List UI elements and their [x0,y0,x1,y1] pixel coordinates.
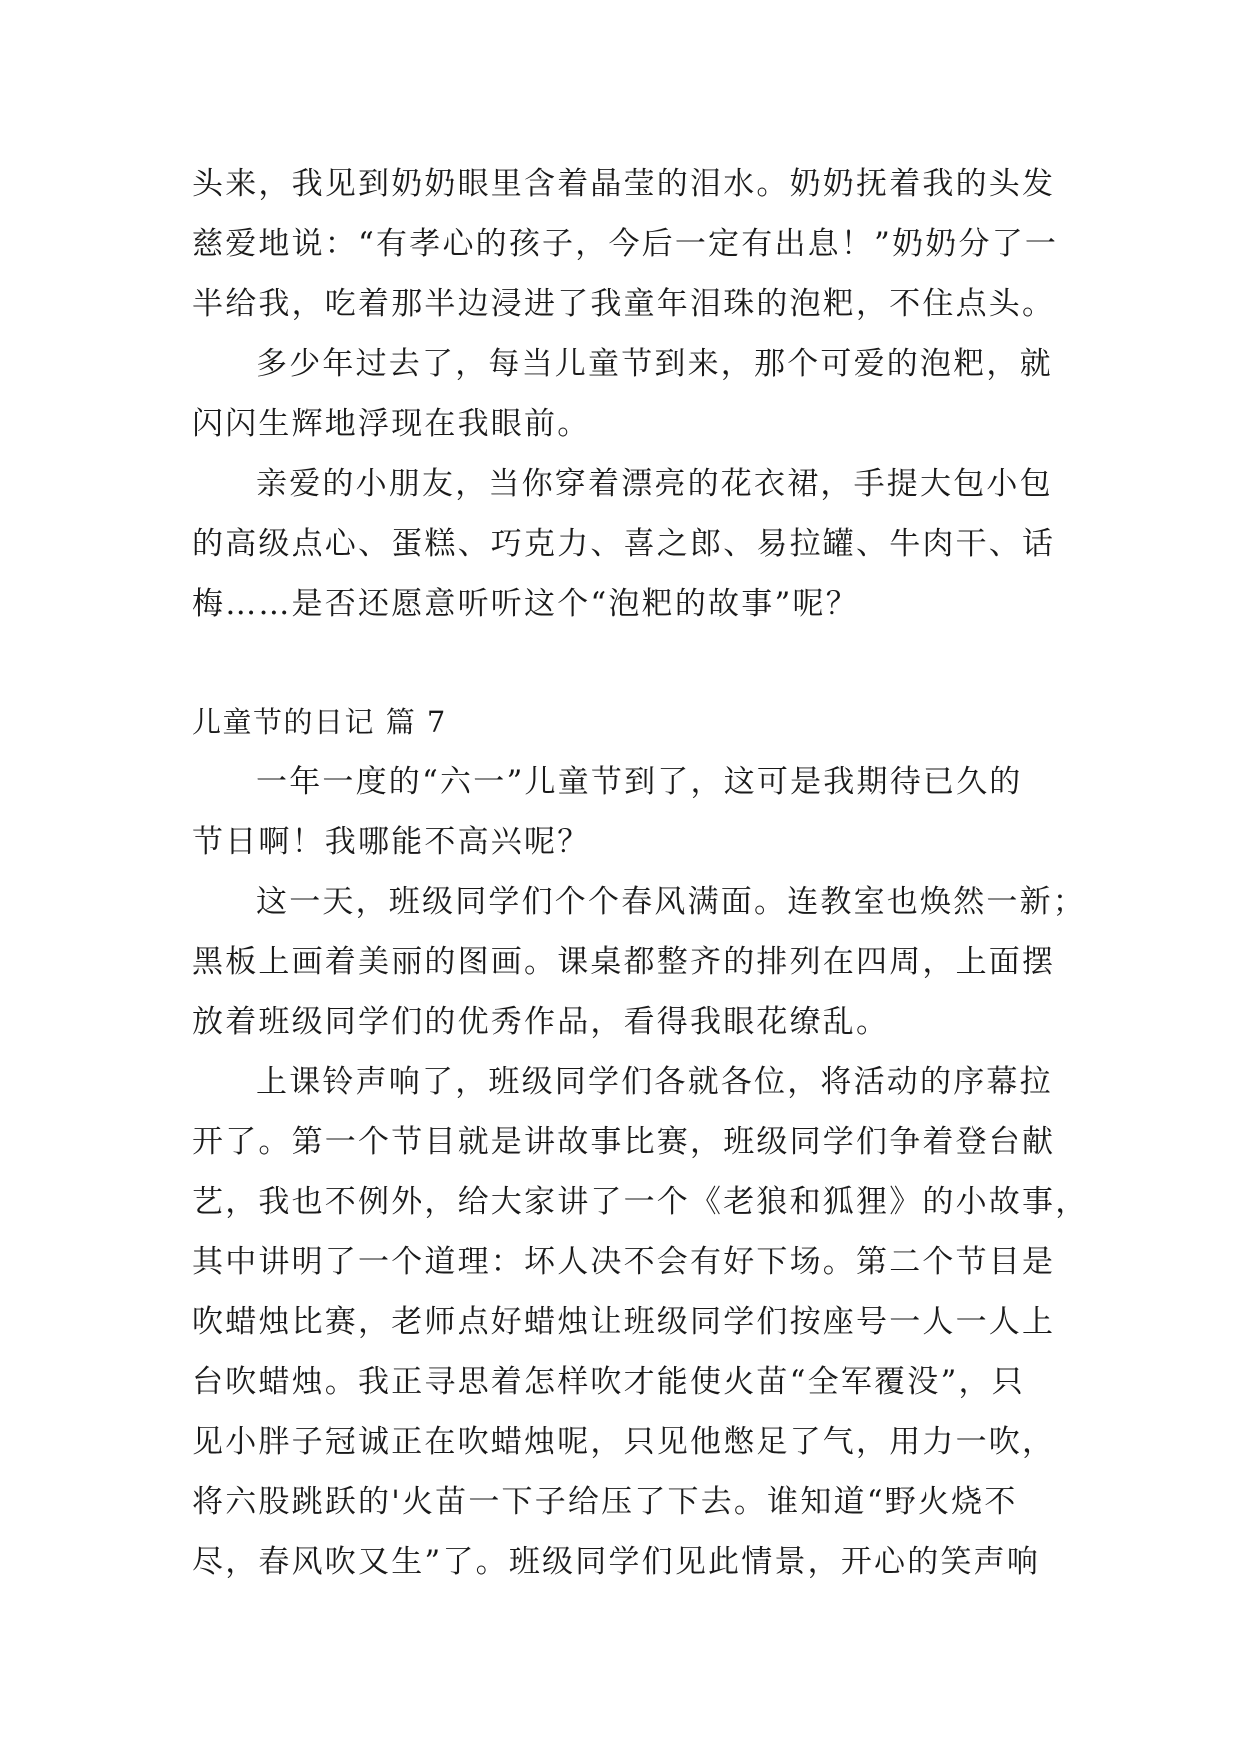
paragraph-line: 见小胖子冠诚正在吹蜡烛呢，只见他憋足了气，用力一吹， [192,1424,1056,1460]
paragraph-line: 多少年过去了，每当儿童节到来，那个可爱的泡粑，就 [256,346,1053,382]
section-heading: 儿童节的日记 篇 7 [192,705,447,739]
paragraph-line: 半给我，吃着那半边浸进了我童年泪珠的泡粑，不住点头。 [192,286,1056,322]
paragraph-line: 其中讲明了一个道理：坏人决不会有好下场。第二个节目是 [192,1244,1056,1280]
paragraph-line: 一年一度的“六一”儿童节到了，这可是我期待已久的 [256,764,1023,800]
paragraph-line: 闪闪生辉地浮现在我眼前。 [192,406,591,442]
paragraph-line: 黑板上画着美丽的图画。课桌都整齐的排列在四周，上面摆 [192,944,1056,980]
document-body [192,154,1089,1592]
paragraph-line: 头来，我见到奶奶眼里含着晶莹的泪水。奶奶抚着我的头发 [192,166,1056,202]
paragraph-line: 慈爱地说：“有孝心的孩子，今后一定有出息！”奶奶分了一 [192,226,1059,262]
paragraph-line: 吹蜡烛比赛，老师点好蜡烛让班级同学们按座号一人一人上 [192,1304,1056,1340]
paragraph-line: 台吹蜡烛。我正寻思着怎样吹才能使火苗“全军覆没”，只 [192,1364,1025,1400]
paragraph-line: 开了。第一个节目就是讲故事比赛，班级同学们争着登台献 [192,1124,1056,1160]
paragraph-line: 艺，我也不例外，给大家讲了一个《老狼和狐狸》的小故事， [192,1184,1089,1220]
section-gap [192,634,1050,692]
paragraph-line: 将六股跳跃的'火苗一下子给压了下去。谁知道“野火烧不 [192,1484,1018,1520]
paragraph-line: 尽，春风吹又生”了。班级同学们见此情景，开心的笑声响 [192,1544,1041,1580]
paragraph-line: 这一天，班级同学们个个春风满面。连教室也焕然一新； [256,884,1086,920]
paragraph-line: 的高级点心、蛋糕、巧克力、喜之郎、易拉罐、牛肉干、话 [192,526,1056,562]
paragraph-line: 上课铃声响了，班级同学们各就各位，将活动的序幕拉 [256,1064,1053,1100]
paragraph-line: 亲爱的小朋友，当你穿着漂亮的花衣裙，手提大包小包 [256,466,1053,502]
paragraph-line: 节日啊！我哪能不高兴呢？ [192,824,591,860]
paragraph-line: 放着班级同学们的优秀作品，看得我眼花缭乱。 [192,1004,890,1040]
paragraph-line: 梅……是否还愿意听听这个“泡粑的故事”呢？ [192,586,859,622]
